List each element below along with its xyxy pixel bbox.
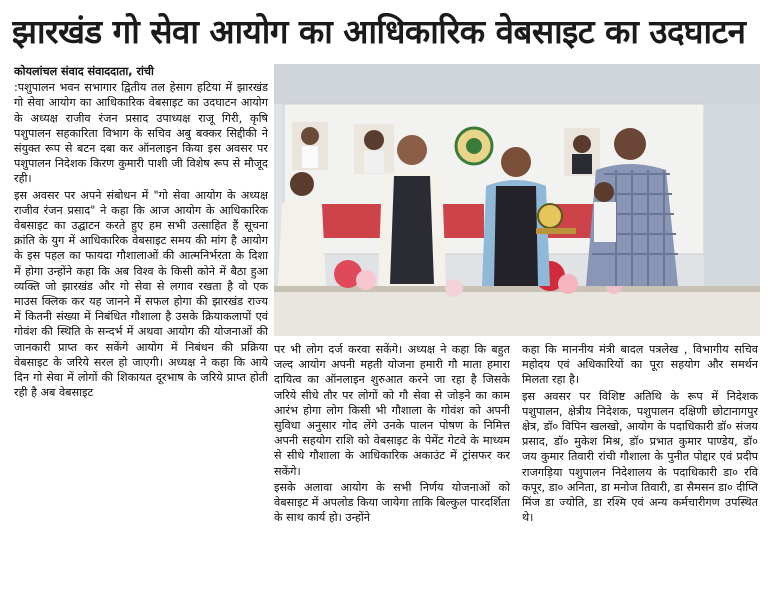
- paragraph: इस अवसर पर अपने संबोधन में "गो सेवा आयोग के अध्यक्ष राजीव रंजन प्रसाद" ने कहा कि आज आयोग के आधिकारिक वेबसाइट का उद्घाटन करते हुए हम सभी उत्साहित हैं सूचना क्रांति के युग में आधिकारिक वेबसाइट समय की मांग है आयोग के इस पहल का फायदा गौशालाओं की आत्मनिर्भरता के दिशा में होगा उन्होंने कहा कि अब विश्व के किसी कोने में बैठा हुआ व्यक्ति जो झारखंड और गो सेवा से लगाव रखता है वो एक माउस क्लिक कर यह जानने में सफल होगा की झारखंड राज्य में कितनी संख्या में निबंधित गौशाला है उसके क्रियाकलापों एवं गोवंश की स्थिति के सन्दर्भ में अथवा आयोग की योजनाओं की जानकारी प्राप्त कर सकेंगे आयोग में निबंधन की प्रक्रिया वेबसाइट के जरिये सरल हो जाएगी। अध्यक्ष ने कहा कि आये दिन गो सेवा में लोगों की शिकायत दूरभाष के जरिये प्राप्त होती रही है अब वेबसाइट: [14, 188, 268, 400]
- paragraph: इसके अलावा आयोग के सभी निर्णय योजनाओं को वेबसाइट में अपलोड किया जायेगा ताकि बिल्कुल पारदर्शिता के साथ कार्य हो। उन्होंने: [274, 480, 510, 525]
- paragraph: :पशुपालन भवन सभागार द्वितीय तल हेसाग हटिया में झारखंड गो सेवा आयोग का आधिकारिक वेबसाइट का उदघाटन आयोग के अध्यक्ष राजीव रंजन प्रसाद उपाध्यक्ष राजू गिरी, कृषि पशुपालन सहकारिता विभाग के सचिव अबु बक्कर सिद्दीकी ने संयुक्त रूप से बटन दबा कर ऑनलाइन किया इस अवसर पर पशुपालन निदेशक किरण कुमारी पाशी जी विशेष रूप से मौजूद रही।: [14, 81, 268, 186]
- article-column-1: [14, 64, 268, 590]
- paragraph: पर भी लोग दर्ज करवा सकेंगे। अध्यक्ष ने कहा कि बहुत जल्द आयोग अपनी महती योजना हमारी गौ माता हमारा दायित्व का ऑनलाइन शुरुआत करने जा रहा है जिसके जरिये सीधे तौर पर लोगों को गौ सेवा से जोड़ने का काम आरंभ होगा लोग किसी भी गौशाला के गोवंश को अपनी सुविधा अनुसार गोद लेंगे उनके पालन पोषण के निमित्त अपनी सहयोग राशि को वेबसाइट के पेमेंट गेटवे के माध्यम से सीधे गौशाला के आधिकारिक अकाउंट में ट्रांसफर कर सकेंगे।: [274, 343, 510, 478]
- event-photo: [274, 64, 760, 336]
- article-column-2: [274, 342, 510, 590]
- photo-illustration: [274, 64, 760, 336]
- headline: झारखंड गो सेवा आयोग का आधिकारिक वेबसाइट का उदघाटन: [12, 12, 746, 51]
- article-column-3: [522, 342, 758, 590]
- dateline: कोयलांचल संवाद संवाददाता, रांची: [14, 65, 154, 78]
- paragraph: इस अवसर पर विशिष्ट अतिथि के रूप में निदेशक पशुपालन, क्षेत्रीय निदेशक, पशुपालन दक्षिणी छोटानागपुर क्षेत्र, डॉ० विपिन खलखो, आयोग के पदाधिकारी डॉ० संजय प्रसाद, डॉ० मुकेश मिश्र, डॉ० प्रभात कुमार पाण्डेय, डॉ० जय कुमार तिवारी रांची गौशाला के पुनीत पोद्दार एवं प्रदीप राजगड़िया पशुपालन निदेशालय के पदाधिकारी डा० रवि कपूर, डा० अनिता, डा मनोज तिवारी, डा सैमसन डा० दीप्ति मिंज डा ज्योति, डा रश्मि एवं अन्य कर्मचारीगण उपस्थित थे।: [522, 389, 758, 525]
- paragraph: कहा कि माननीय मंत्री बादल पत्रलेख , विभागीय सचिव महोदय एवं अधिकारियों का पूरा सहयोग और समर्थन मिलता रहा है।: [522, 343, 758, 387]
